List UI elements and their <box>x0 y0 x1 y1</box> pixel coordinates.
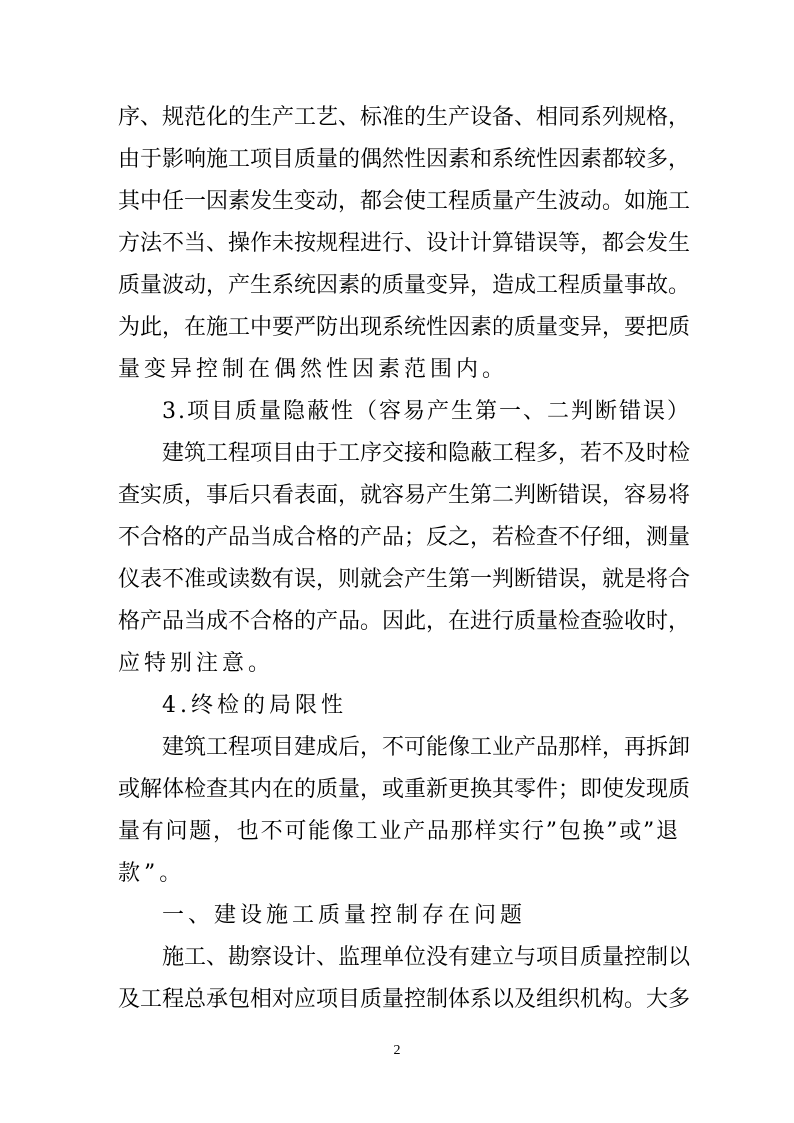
text-line: 由于影响施工项目质量的偶然性因素和系统性因素都较多， <box>118 147 691 172</box>
section-heading: 3.项目质量隐蔽性（容易产生第一、二判断错误） <box>162 399 691 424</box>
text-line: 量变异控制在偶然性因素范围内。 <box>118 357 509 382</box>
text-line: 建筑工程项目由于工序交接和隐蔽工程多，若不及时检 <box>162 441 691 466</box>
text-line: 或解体检查其内在的质量，或重新更换其零件；即使发现质 <box>118 777 691 802</box>
text-line: 其中任一因素发生变动，都会使工程质量产生波动。如施工 <box>118 189 691 214</box>
section-heading: 一、建设施工质量控制存在问题 <box>162 903 527 928</box>
text-line: 量有问题，也不可能像工业产品那样实行”包换”或”退 <box>118 819 678 844</box>
section-heading: 4.终检的局限性 <box>162 693 347 718</box>
page-number: 2 <box>393 1043 401 1058</box>
text-line: 款”。 <box>118 861 186 886</box>
text-line: 应特别注意。 <box>118 651 275 676</box>
text-line: 查实质，事后只看表面，就容易产生第二判断错误，容易将 <box>118 483 691 508</box>
text-line: 序、规范化的生产工艺、标准的生产设备、相同系列规格， <box>118 105 691 130</box>
text-line: 不合格的产品当成合格的产品；反之，若检查不仔细，测量 <box>118 525 691 550</box>
text-line: 质量波动，产生系统因素的质量变异，造成工程质量事故。 <box>118 273 691 298</box>
text-line: 仪表不准或读数有误，则就会产生第一判断错误，就是将合 <box>118 567 691 592</box>
text-line: 及工程总承包相对应项目质量控制体系以及组织机构。大多 <box>118 987 691 1012</box>
text-line: 施工、勘察设计、监理单位没有建立与项目质量控制以 <box>162 945 691 970</box>
text-line: 建筑工程项目建成后，不可能像工业产品那样，再拆卸 <box>162 735 691 760</box>
text-line: 格产品当成不合格的产品。因此，在进行质量检查验收时， <box>118 609 691 634</box>
text-line: 为此，在施工中要严防出现系统性因素的质量变异，要把质 <box>118 315 691 340</box>
text-line: 方法不当、操作未按规程进行、设计计算错误等，都会发生 <box>118 231 691 256</box>
